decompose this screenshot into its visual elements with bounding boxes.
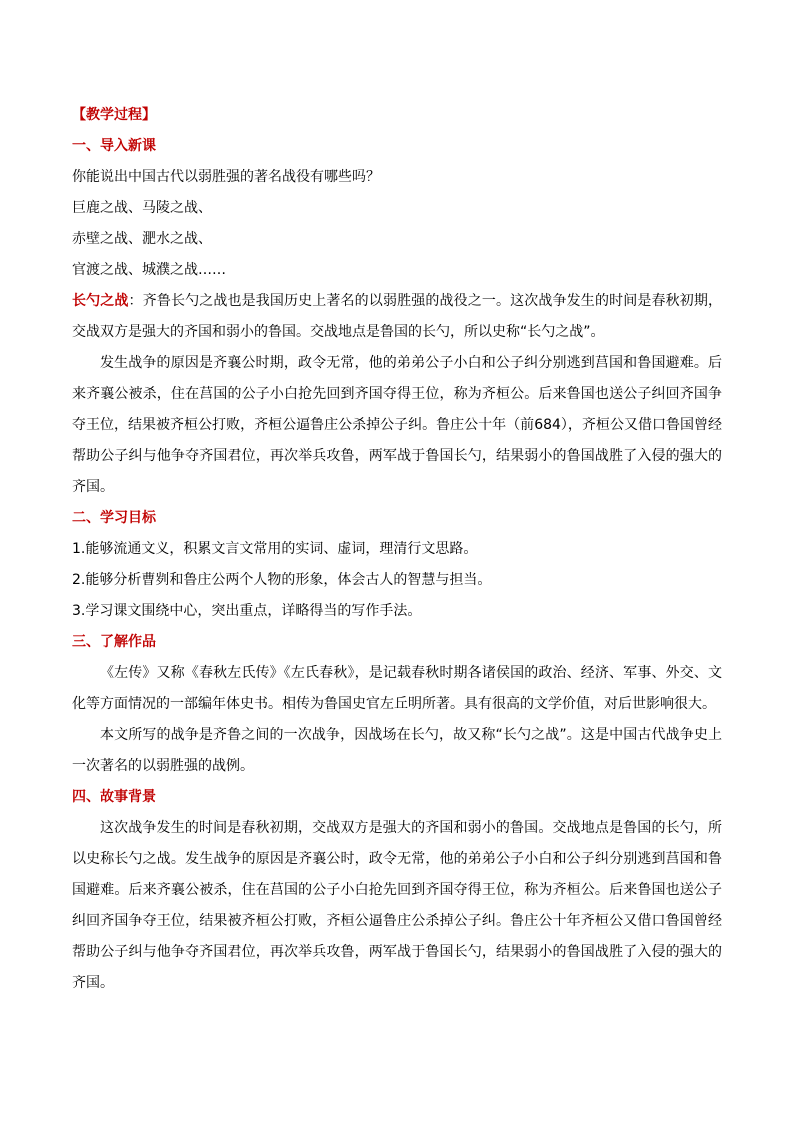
section-3-heading: 三、了解作品 (72, 634, 156, 650)
battle-list-line-2: 赤壁之战、淝水之战、 (72, 231, 212, 247)
story-background-paragraph: 这次战争发生的时间是春秋初期，交战双方是强大的齐国和弱小的鲁国。交战地点是鲁国的长勺，所以史称长勺之战。发生战争的原因是齐襄公时，政令无常，他的弟弟公子小白和公子纠分别逃到莒国和鲁国避难。后来齐襄公被杀，住在莒国的公子小白抢先回到齐国夺得王位，称为齐桓公。后来鲁国也送公子纠回齐国争夺王位，结果被齐桓公打败，齐桓公逼鲁庄公杀掉公子纠。鲁庄公十年齐桓公又借口鲁国曾经帮助公子纠与他争夺齐国君位，再次举兵攻鲁，两军战于鲁国长勺，结果弱小的鲁国战胜了入侵的强大的齐国。 (72, 820, 722, 991)
section-1-heading: 一、导入新课 (72, 138, 156, 154)
work-intro-paragraph-1: 《左传》又称《春秋左氏传》《左氏春秋》，是记载春秋时期各诸侯国的政治、经济、军事、外交、文化等方面情况的一部编年体史书。相传为鲁国史官左丘明所著。具有很高的文学价值，对后世影响很大。 (72, 665, 722, 712)
section-4-heading: 四、故事背景 (72, 789, 156, 805)
changshao-label: 长勺之战 (72, 293, 129, 309)
intro-question: 你能说出中国古代以弱胜强的著名战役有哪些吗？ (72, 169, 380, 185)
battle-list-line-3: 官渡之战、城濮之战…… (72, 262, 226, 278)
document-page (72, 100, 722, 999)
battle-list-line-1: 巨鹿之战、马陵之战、 (72, 200, 212, 216)
learning-goal-2: 2.能够分析曹刿和鲁庄公两个人物的形象，体会古人的智慧与担当。 (72, 572, 492, 588)
changshao-paragraph (72, 286, 722, 348)
changshao-text: ：齐鲁长勺之战也是我国历史上著名的以弱胜强的战役之一。这次战争发生的时间是春秋初期，交战双方是强大的齐国和弱小的鲁国。交战地点是鲁国的长勺，所以史称“长勺之战”。 (72, 293, 723, 340)
war-cause-paragraph: 发生战争的原因是齐襄公时期，政令无常，他的弟弟公子小白和公子纠分别逃到莒国和鲁国避难。后来齐襄公被杀，住在莒国的公子小白抢先回到齐国夺得王位，称为齐桓公。后来鲁国也送公子纠回齐国争夺王位，结果被齐桓公打败，齐桓公逼鲁庄公杀掉公子纠。鲁庄公十年（前684），齐桓公又借口鲁国曾经帮助公子纠与他争夺齐国君位，再次举兵攻鲁，两军战于鲁国长勺，结果弱小的鲁国战胜了入侵的强大的齐国。 (72, 355, 722, 495)
work-intro-paragraph-2: 本文所写的战争是齐鲁之间的一次战争，因战场在长勺，故又称“长勺之战”。这是中国古代战争史上一次著名的以弱胜强的战例。 (72, 727, 722, 774)
learning-goal-1: 1.能够流通文义，积累文言文常用的实词、虚词，理清行文思路。 (72, 541, 478, 557)
section-2-heading: 二、学习目标 (72, 510, 156, 526)
learning-goal-3: 3.学习课文围绕中心，突出重点，详略得当的写作手法。 (72, 603, 422, 619)
teaching-process-title: 【教学过程】 (72, 107, 156, 123)
